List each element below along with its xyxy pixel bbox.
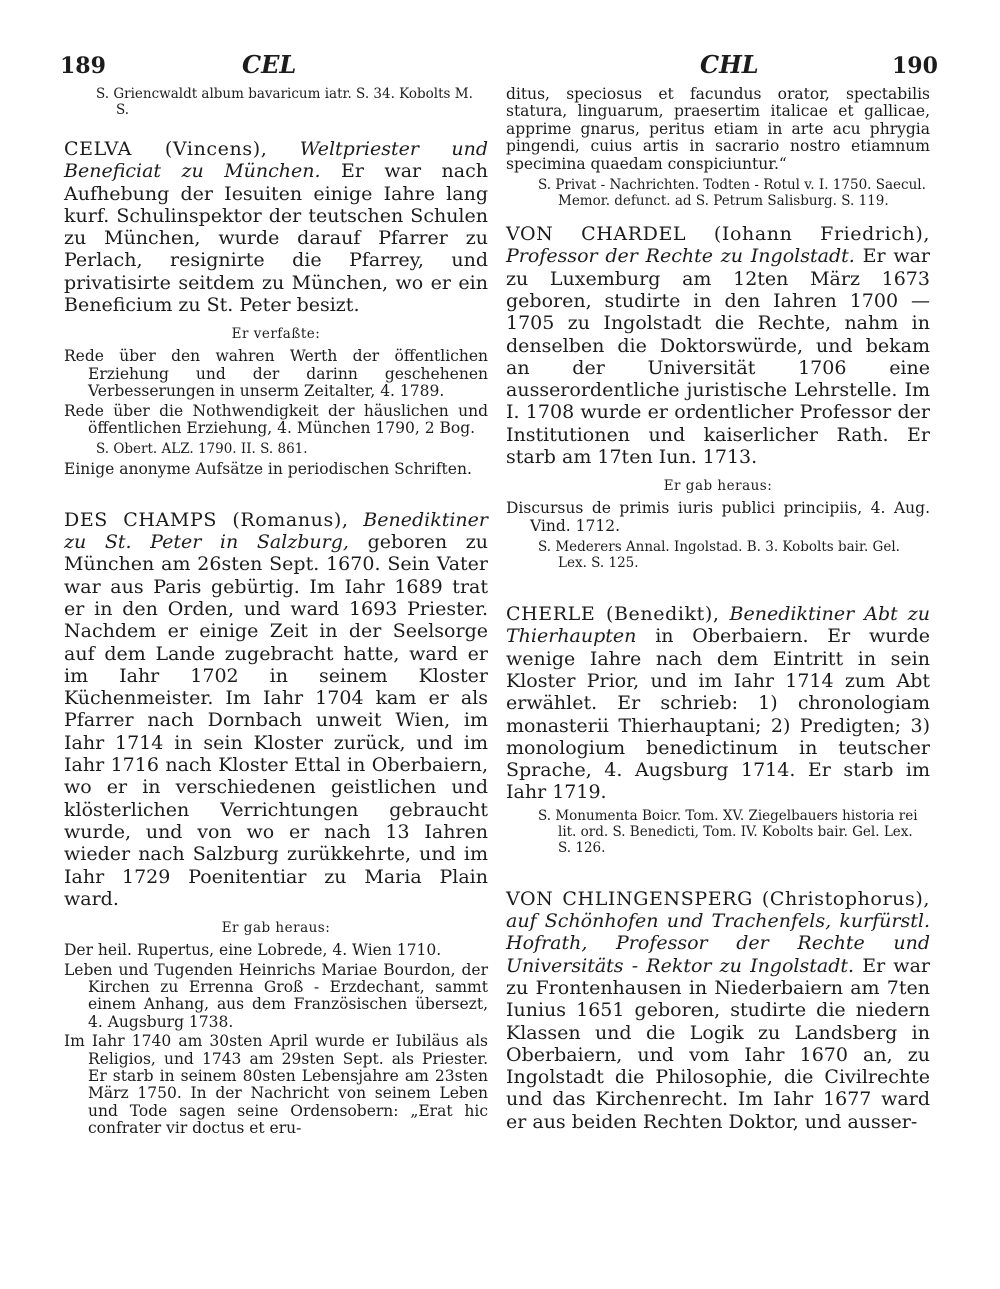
celva-extra-work: Einige anonyme Aufsätze in periodischen Schriften. bbox=[64, 460, 472, 479]
right-running-head: CHL bbox=[700, 50, 759, 79]
champs-role: Benediktiner zu St. Peter in Salzburg, bbox=[64, 508, 488, 554]
champs-name: DES CHAMPS (Romanus), bbox=[64, 508, 349, 531]
cherle-source: S. Monumenta Boicr. Tom. XV. Ziegelbauers historia rei lit. ord. S. Benedicti, Tom. IV. Kobolts bair. Gel. Lex. S. 126. bbox=[538, 807, 918, 856]
champs-work-1: Der heil. Rupertus, eine Lobrede, 4. Wien 1710. bbox=[64, 941, 442, 960]
celva-entry bbox=[64, 138, 488, 316]
chardel-text: Er war zu Luxemburg am 12ten März 1673 geboren, studirte in den Iahren 1700 — 1705 zu Ingolstadt die Rechte, nahm in denselben die Doktorswürde, und bekam an der Universität 1706 eine ausserordentliche juristische Lehrstelle. Im I. 1708 wurde er ordentlicher Professor der Institutionen und kaiserlicher Rath. Er starb am 17ten Iun. 1713. bbox=[506, 245, 930, 468]
celva-role: Weltpriester und Beneficiat zu München. bbox=[64, 138, 488, 183]
chardel-source: S. Mederers Annal. Ingolstad. B. 3. Kobolts bair. Gel. Lex. S. 125. bbox=[538, 539, 900, 572]
cherle-name: CHERLE (Benedikt), bbox=[506, 603, 720, 626]
champs-work-2: Leben und Tugenden Heinrichs Mariae Bourdon, der Kirchen zu Errenna Groß - Erzdechant, sammt einem Anhang, aus dem Französischen übersezt, 4. Augsburg 1738. bbox=[64, 960, 488, 1031]
celva-text: Er war nach Aufhebung der Iesuiten einige Iahre lang kurf. Schulinspektor der teutschen Schulen zu München, wurde darauf Pfarrer zu Perlach, resignirte die Pfarrey, und privatisirte seitdem zu München, wo er ein Beneficium zu St. Peter besizt. bbox=[64, 160, 489, 317]
chardel-name: VON CHARDEL (Iohann Friedrich), bbox=[506, 223, 930, 246]
chlingensperg-entry bbox=[506, 888, 930, 1133]
cherle-text: in Oberbaiern. Er wurde wenige Iahre nach dem Eintritt in sein Kloster Prior, und im Iahr 1714 zum Abt erwählet. Er schrieb: 1) chronologiam monasterii Thierhauptani; 2) Predigten; 3) monologium benedictinum in teutscher Sprache, 4. Augsburg 1714. Er starb im Iahr 1719. bbox=[506, 625, 930, 804]
left-page-number: 189 bbox=[60, 53, 106, 79]
champs-works-heading: Er gab heraus: bbox=[221, 920, 331, 937]
cherle-entry bbox=[506, 603, 930, 804]
chlingensperg-text: Er war zu Frontenhausen in Niederbaiern am 7ten Iunius 1651 geboren, studirte die niedern Klassen und die Logik zu Landsberg in Oberbaiern, und vom Iahr 1670 an, zu Ingolstadt die Philosophie, die Civilrechte und das Kirchenrecht. Im Iahr 1677 ward er aus beiden Rechten Doktor, und ausser- bbox=[506, 954, 930, 1133]
continuation-text: ditus, speciosus et facundus orator, spectabilis statura, linguarum, praesertim italicae et gallicae, apprime gnarus, peritus etiam in arte acu phrygia pingendi, cuius artis in sacrario nostro etiamnum specimina quaedam conspiciuntur.“ bbox=[506, 85, 930, 173]
chardel-works-heading: Er gab heraus: bbox=[663, 478, 773, 495]
celva-name: CELVA (Vincens), bbox=[64, 138, 268, 160]
chardel-work-1: Discursus de primis iuris publici principiis, 4. Aug. Vind. 1712. bbox=[506, 499, 930, 535]
continuation-source: S. Privat - Nachrichten. Todten - Rotul v. I. 1750. Saecul. Memor. defunct. ad S. Petrum Salisburg. S. 119. bbox=[538, 177, 926, 210]
chlingensperg-name: VON CHLINGENSPERG (Christophorus), bbox=[506, 887, 930, 910]
left-running-head: CEL bbox=[242, 50, 297, 79]
champs-work-3: Im Iahr 1740 am 30sten April wurde er Iubiläus als Religios, und 1743 am 29sten Sept. als Priester. Er starb in seinem 80sten Lebensjahre am 23sten März 1750. In der Nachricht von seinem Leben und Tode sagen seine Ordensobern: „Erat hic confrater vir doctus et eru- bbox=[64, 1032, 488, 1138]
left-column bbox=[64, 86, 488, 1140]
cherle-role: Benediktiner Abt zu Thierhaupten bbox=[506, 603, 930, 648]
top-source-note: S. Griencwaldt album bavaricum iatr. S. 34. Kobolts M. S. bbox=[96, 86, 473, 118]
chardel-entry bbox=[506, 223, 930, 468]
celva-work-1: Rede über den wahren Werth der öffentlichen Erziehung und der darinn geschehenen Verbesserungen in unserm Zeitalter, 4. 1789. bbox=[64, 347, 488, 401]
chlingensperg-role: auf Schönhofen und Trachenfels, kurfürstl. Hofrath, Professor der Rechte und Universitäts - Rektor zu Ingolstadt. bbox=[506, 910, 930, 977]
celva-source: S. Obert. ALZ. 1790. II. S. 861. bbox=[96, 441, 308, 458]
champs-entry bbox=[64, 509, 488, 910]
celva-work-2: Rede über die Nothwendigkeit der häuslichen und öffentlichen Erziehung, 4. München 1790, 2 Bog. bbox=[64, 401, 488, 437]
celva-works-heading: Er verfaßte: bbox=[231, 326, 321, 343]
chardel-role: Professor der Rechte zu Ingolstadt. bbox=[506, 245, 855, 268]
champs-text: geboren zu München am 26sten Sept. 1670. Sein Vater war aus Paris gebürtig. Im Iahr 1689 trat er in den Orden, und ward 1693 Priester. Nachdem er einige Zeit in der Seelsorge auf dem Lande zugebracht hatte, ward er im Iahr 1702 in seinem Kloster Küchenmeister. Im Iahr 1704 kam er als Pfarrer nach Dornbach unweit Wien, im Iahr 1714 in sein Kloster zurück, und im Iahr 1716 nach Kloster Ettal in Oberbaiern, wo er in verschiedenen geistlichen und klösterlichen Verrichtungen gebraucht wurde, und von wo er nach 13 Iahren wieder nach Salzburg zurükkehrte, und im Iahr 1729 Poenitentiar zu Maria Plain ward. bbox=[64, 531, 489, 910]
right-column bbox=[506, 86, 930, 1133]
right-page-number: 190 bbox=[892, 53, 938, 79]
